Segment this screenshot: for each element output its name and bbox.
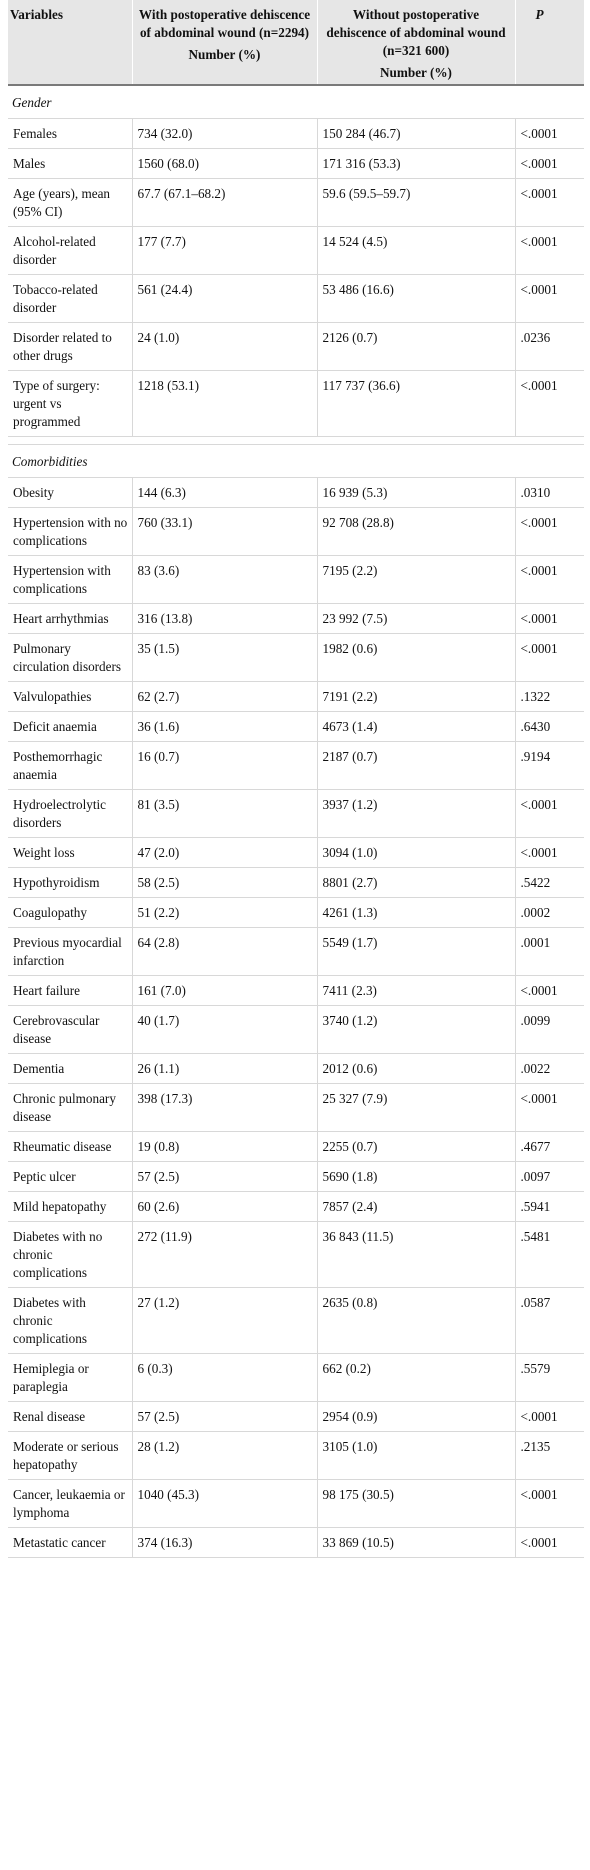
- with-dehiscence-cell: 272 (11.9): [132, 1222, 317, 1288]
- with-dehiscence-cell: 58 (2.5): [132, 868, 317, 898]
- without-dehiscence-cell: 2635 (0.8): [317, 1288, 515, 1354]
- table-row: [8, 1354, 584, 1402]
- header-p-label: P: [535, 7, 544, 22]
- without-dehiscence-cell: 33 869 (10.5): [317, 1528, 515, 1558]
- with-dehiscence-cell: 67.7 (67.1–68.2): [132, 179, 317, 227]
- with-dehiscence-cell: 35 (1.5): [132, 634, 317, 682]
- header-without-dehiscence: [317, 0, 515, 85]
- table-header: [8, 0, 584, 85]
- p-value-cell: .1322: [515, 682, 584, 712]
- p-value-cell: .0002: [515, 898, 584, 928]
- without-dehiscence-cell: 36 843 (11.5): [317, 1222, 515, 1288]
- variable-cell: Hypertension with complications: [8, 556, 132, 604]
- without-dehiscence-cell: 171 316 (53.3): [317, 149, 515, 179]
- with-dehiscence-cell: 60 (2.6): [132, 1192, 317, 1222]
- with-dehiscence-cell: 83 (3.6): [132, 556, 317, 604]
- with-dehiscence-cell: 561 (24.4): [132, 275, 317, 323]
- with-dehiscence-cell: 51 (2.2): [132, 898, 317, 928]
- variable-cell: Mild hepatopathy: [8, 1192, 132, 1222]
- table-row: [8, 742, 584, 790]
- p-value-cell: .9194: [515, 742, 584, 790]
- without-dehiscence-cell: 59.6 (59.5–59.7): [317, 179, 515, 227]
- without-dehiscence-cell: 7857 (2.4): [317, 1192, 515, 1222]
- p-value-cell: <.0001: [515, 1528, 584, 1558]
- table-row: [8, 928, 584, 976]
- without-dehiscence-cell: 7195 (2.2): [317, 556, 515, 604]
- header-with-unit: Number (%): [188, 47, 261, 62]
- header-with-label: With postoperative dehiscence of abdominal wound (n=2294): [138, 7, 311, 40]
- p-value-cell: .0310: [515, 478, 584, 508]
- p-value-cell: <.0001: [515, 838, 584, 868]
- section-spacer: [8, 437, 584, 445]
- without-dehiscence-cell: 5549 (1.7): [317, 928, 515, 976]
- variable-cell: Metastatic cancer: [8, 1528, 132, 1558]
- table-row: [8, 119, 584, 149]
- with-dehiscence-cell: 734 (32.0): [132, 119, 317, 149]
- table-row: [8, 556, 584, 604]
- p-value-cell: <.0001: [515, 556, 584, 604]
- table-row: [8, 371, 584, 437]
- without-dehiscence-cell: 1982 (0.6): [317, 634, 515, 682]
- header-variables: [8, 0, 132, 85]
- p-value-cell: .0097: [515, 1162, 584, 1192]
- section-title: Gender: [8, 85, 584, 119]
- variable-cell: Diabetes with no chronic complications: [8, 1222, 132, 1288]
- with-dehiscence-cell: 27 (1.2): [132, 1288, 317, 1354]
- table-row: [8, 149, 584, 179]
- variable-cell: Hypothyroidism: [8, 868, 132, 898]
- table-row: [8, 1132, 584, 1162]
- table-row: [8, 1222, 584, 1288]
- without-dehiscence-cell: 150 284 (46.7): [317, 119, 515, 149]
- table-row: [8, 227, 584, 275]
- with-dehiscence-cell: 57 (2.5): [132, 1402, 317, 1432]
- without-dehiscence-cell: 92 708 (28.8): [317, 508, 515, 556]
- without-dehiscence-cell: 5690 (1.8): [317, 1162, 515, 1192]
- table-row: [8, 1402, 584, 1432]
- with-dehiscence-cell: 16 (0.7): [132, 742, 317, 790]
- variable-cell: Rheumatic disease: [8, 1132, 132, 1162]
- table-row: [8, 868, 584, 898]
- with-dehiscence-cell: 57 (2.5): [132, 1162, 317, 1192]
- with-dehiscence-cell: 64 (2.8): [132, 928, 317, 976]
- without-dehiscence-cell: 8801 (2.7): [317, 868, 515, 898]
- variable-cell: Coagulopathy: [8, 898, 132, 928]
- variable-cell: Heart failure: [8, 976, 132, 1006]
- without-dehiscence-cell: 98 175 (30.5): [317, 1480, 515, 1528]
- with-dehiscence-cell: 398 (17.3): [132, 1084, 317, 1132]
- with-dehiscence-cell: 28 (1.2): [132, 1432, 317, 1480]
- with-dehiscence-cell: 62 (2.7): [132, 682, 317, 712]
- p-value-cell: .6430: [515, 712, 584, 742]
- header-row: [8, 0, 584, 85]
- spacer-cell: [8, 437, 584, 445]
- variable-cell: Males: [8, 149, 132, 179]
- p-value-cell: <.0001: [515, 371, 584, 437]
- table-row: [8, 604, 584, 634]
- with-dehiscence-cell: 1218 (53.1): [132, 371, 317, 437]
- table-row: [8, 1054, 584, 1084]
- p-value-cell: .5422: [515, 868, 584, 898]
- table-row: [8, 712, 584, 742]
- p-value-cell: .0022: [515, 1054, 584, 1084]
- table-row: [8, 179, 584, 227]
- without-dehiscence-cell: 7191 (2.2): [317, 682, 515, 712]
- table-row: [8, 898, 584, 928]
- without-dehiscence-cell: 14 524 (4.5): [317, 227, 515, 275]
- p-value-cell: <.0001: [515, 119, 584, 149]
- variable-cell: Weight loss: [8, 838, 132, 868]
- p-value-cell: .5579: [515, 1354, 584, 1402]
- variable-cell: Hypertension with no complications: [8, 508, 132, 556]
- variable-cell: Hydroelectrolytic disorders: [8, 790, 132, 838]
- variable-cell: Heart arrhythmias: [8, 604, 132, 634]
- with-dehiscence-cell: 24 (1.0): [132, 323, 317, 371]
- with-dehiscence-cell: 1560 (68.0): [132, 149, 317, 179]
- without-dehiscence-cell: 23 992 (7.5): [317, 604, 515, 634]
- variable-cell: Age (years), mean (95% CI): [8, 179, 132, 227]
- p-value-cell: .2135: [515, 1432, 584, 1480]
- variable-cell: Moderate or serious hepatopathy: [8, 1432, 132, 1480]
- table-row: [8, 478, 584, 508]
- p-value-cell: .4677: [515, 1132, 584, 1162]
- data-table: [8, 0, 584, 1558]
- variable-cell: Valvulopathies: [8, 682, 132, 712]
- with-dehiscence-cell: 1040 (45.3): [132, 1480, 317, 1528]
- without-dehiscence-cell: 4673 (1.4): [317, 712, 515, 742]
- variable-cell: Posthemorrhagic anaemia: [8, 742, 132, 790]
- table-row: [8, 1162, 584, 1192]
- table-row: [8, 1480, 584, 1528]
- with-dehiscence-cell: 36 (1.6): [132, 712, 317, 742]
- table-row: [8, 838, 584, 868]
- variable-cell: Diabetes with chronic complications: [8, 1288, 132, 1354]
- without-dehiscence-cell: 3937 (1.2): [317, 790, 515, 838]
- with-dehiscence-cell: 26 (1.1): [132, 1054, 317, 1084]
- without-dehiscence-cell: 3740 (1.2): [317, 1006, 515, 1054]
- p-value-cell: <.0001: [515, 179, 584, 227]
- with-dehiscence-cell: 81 (3.5): [132, 790, 317, 838]
- p-value-cell: <.0001: [515, 790, 584, 838]
- without-dehiscence-cell: 3105 (1.0): [317, 1432, 515, 1480]
- variable-cell: Renal disease: [8, 1402, 132, 1432]
- table-row: [8, 1528, 584, 1558]
- header-without-label: Without postoperative dehiscence of abdominal wound (n=321 600): [326, 7, 506, 58]
- variable-cell: Dementia: [8, 1054, 132, 1084]
- without-dehiscence-cell: 2954 (0.9): [317, 1402, 515, 1432]
- p-value-cell: <.0001: [515, 634, 584, 682]
- variable-cell: Alcohol-related disorder: [8, 227, 132, 275]
- with-dehiscence-cell: 144 (6.3): [132, 478, 317, 508]
- p-value-cell: <.0001: [515, 508, 584, 556]
- table-row: [8, 275, 584, 323]
- without-dehiscence-cell: 53 486 (16.6): [317, 275, 515, 323]
- p-value-cell: <.0001: [515, 149, 584, 179]
- variable-cell: Tobacco-related disorder: [8, 275, 132, 323]
- with-dehiscence-cell: 161 (7.0): [132, 976, 317, 1006]
- table-row: [8, 323, 584, 371]
- with-dehiscence-cell: 316 (13.8): [132, 604, 317, 634]
- table-row: [8, 1084, 584, 1132]
- with-dehiscence-cell: 374 (16.3): [132, 1528, 317, 1558]
- p-value-cell: <.0001: [515, 275, 584, 323]
- p-value-cell: <.0001: [515, 1084, 584, 1132]
- variable-cell: Peptic ulcer: [8, 1162, 132, 1192]
- header-with-dehiscence: [132, 0, 317, 85]
- table-row: [8, 976, 584, 1006]
- with-dehiscence-cell: 47 (2.0): [132, 838, 317, 868]
- p-value-cell: <.0001: [515, 1402, 584, 1432]
- without-dehiscence-cell: 2255 (0.7): [317, 1132, 515, 1162]
- without-dehiscence-cell: 25 327 (7.9): [317, 1084, 515, 1132]
- p-value-cell: .0099: [515, 1006, 584, 1054]
- header-variables-label: Variables: [10, 7, 63, 22]
- table-row: [8, 790, 584, 838]
- table-row: [8, 508, 584, 556]
- table-body: [8, 85, 584, 1558]
- table-row: [8, 1192, 584, 1222]
- p-value-cell: <.0001: [515, 1480, 584, 1528]
- p-value-cell: <.0001: [515, 604, 584, 634]
- with-dehiscence-cell: 760 (33.1): [132, 508, 317, 556]
- table-row: [8, 1432, 584, 1480]
- variable-cell: Females: [8, 119, 132, 149]
- without-dehiscence-cell: 4261 (1.3): [317, 898, 515, 928]
- variable-cell: Pulmonary circulation disorders: [8, 634, 132, 682]
- p-value-cell: .0587: [515, 1288, 584, 1354]
- table-row: [8, 634, 584, 682]
- variable-cell: Disorder related to other drugs: [8, 323, 132, 371]
- without-dehiscence-cell: 3094 (1.0): [317, 838, 515, 868]
- p-value-cell: .0236: [515, 323, 584, 371]
- without-dehiscence-cell: 117 737 (36.6): [317, 371, 515, 437]
- with-dehiscence-cell: 177 (7.7): [132, 227, 317, 275]
- without-dehiscence-cell: 16 939 (5.3): [317, 478, 515, 508]
- header-without-unit: Number (%): [380, 65, 452, 80]
- p-value-cell: .5481: [515, 1222, 584, 1288]
- section-header-row: [8, 85, 584, 119]
- with-dehiscence-cell: 40 (1.7): [132, 1006, 317, 1054]
- variable-cell: Type of surgery: urgent vs programmed: [8, 371, 132, 437]
- header-p-value: [515, 0, 584, 85]
- variable-cell: Obesity: [8, 478, 132, 508]
- variable-cell: Cerebrovascular disease: [8, 1006, 132, 1054]
- without-dehiscence-cell: 662 (0.2): [317, 1354, 515, 1402]
- table-row: [8, 1288, 584, 1354]
- without-dehiscence-cell: 2126 (0.7): [317, 323, 515, 371]
- with-dehiscence-cell: 19 (0.8): [132, 1132, 317, 1162]
- p-value-cell: .5941: [515, 1192, 584, 1222]
- without-dehiscence-cell: 2187 (0.7): [317, 742, 515, 790]
- section-title: Comorbidities: [8, 445, 584, 478]
- without-dehiscence-cell: 7411 (2.3): [317, 976, 515, 1006]
- variable-cell: Cancer, leukaemia or lymphoma: [8, 1480, 132, 1528]
- table-row: [8, 1006, 584, 1054]
- p-value-cell: <.0001: [515, 227, 584, 275]
- with-dehiscence-cell: 6 (0.3): [132, 1354, 317, 1402]
- variable-cell: Previous myocardial infarction: [8, 928, 132, 976]
- p-value-cell: <.0001: [515, 976, 584, 1006]
- section-header-row: [8, 445, 584, 478]
- without-dehiscence-cell: 2012 (0.6): [317, 1054, 515, 1084]
- variable-cell: Hemiplegia or paraplegia: [8, 1354, 132, 1402]
- table-row: [8, 682, 584, 712]
- variable-cell: Chronic pulmonary disease: [8, 1084, 132, 1132]
- p-value-cell: .0001: [515, 928, 584, 976]
- variable-cell: Deficit anaemia: [8, 712, 132, 742]
